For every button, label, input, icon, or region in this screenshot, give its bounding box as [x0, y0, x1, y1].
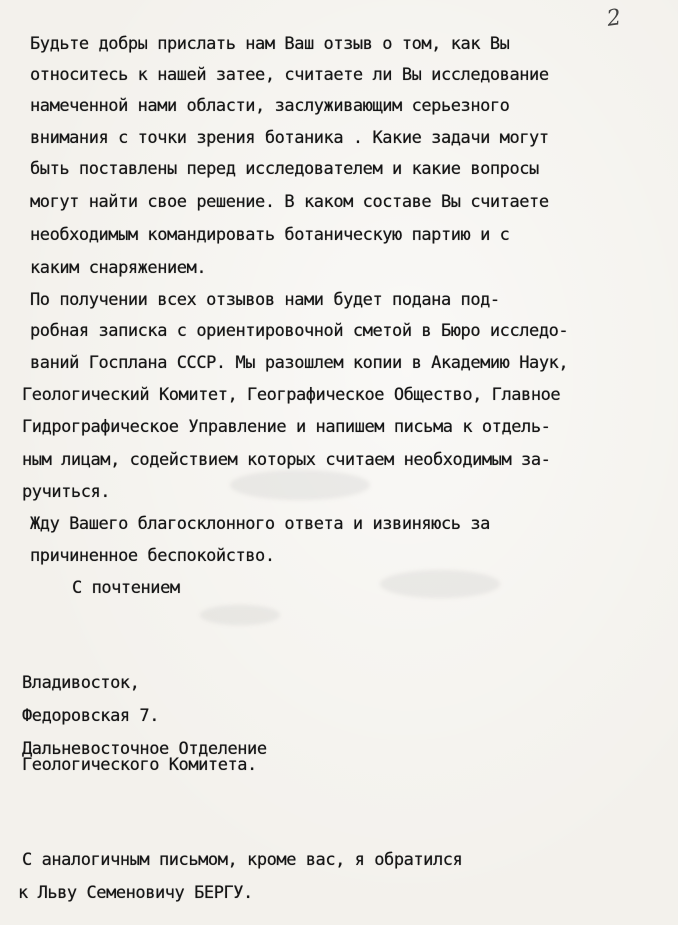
body-line: По получении всех отзывов нами будет подана под- — [30, 290, 500, 310]
body-line: ручиться. — [22, 482, 111, 502]
address-line: Геологического Комитета. — [22, 755, 257, 775]
body-line: Гидрографическое Управление и напишем письма к отдель- — [22, 417, 551, 437]
paper-smudge — [230, 470, 370, 500]
body-line: быть поставлены перед исследователем и какие вопросы — [30, 159, 539, 179]
note-line: С аналогичным письмом, кроме вас, я обратился — [22, 850, 463, 870]
body-line: ваний Госплана СССР. Мы разошлем копии в Академию Наук, — [30, 353, 569, 373]
body-line: намеченной нами области, заслуживающим серьезного — [30, 96, 510, 116]
note-line: к Льву Семеновичу БЕРГУ. — [18, 883, 253, 903]
body-line: необходимым командировать ботаническую партию и с — [30, 225, 510, 245]
paper-smudge — [380, 570, 500, 598]
body-line: внимания с точки зрения ботаника . Какие задачи могут — [30, 128, 549, 148]
address-line: Дальневосточное Отделение — [22, 739, 267, 759]
body-line: относитесь к нашей затее, считаете ли Вы исследование — [30, 65, 549, 85]
address-line: Владивосток, — [22, 673, 140, 693]
closing-salutation: С почтением — [72, 578, 180, 598]
address-line: Федоровская 7. — [22, 706, 159, 726]
body-line: Жду Вашего благосклонного ответа и извиняюсь за — [30, 514, 490, 534]
body-line: каким снаряжением. — [30, 258, 207, 278]
body-line: ным лицам, содействием которых считаем необходимым за- — [22, 450, 551, 470]
body-line: причиненное беспокойство. — [30, 546, 275, 566]
body-line: Геологический Комитет, Географическое Общество, Главное — [22, 385, 561, 405]
body-line: Будьте добры прислать нам Ваш отзыв о том, как Вы — [30, 34, 510, 54]
body-line: могут найти свое решение. В каком составе Вы считаете — [30, 192, 549, 212]
page-number: 2 — [605, 5, 623, 32]
paper-smudge — [200, 605, 280, 625]
body-line: робная записка с ориентировочной сметой в Бюро исследо- — [30, 321, 569, 341]
